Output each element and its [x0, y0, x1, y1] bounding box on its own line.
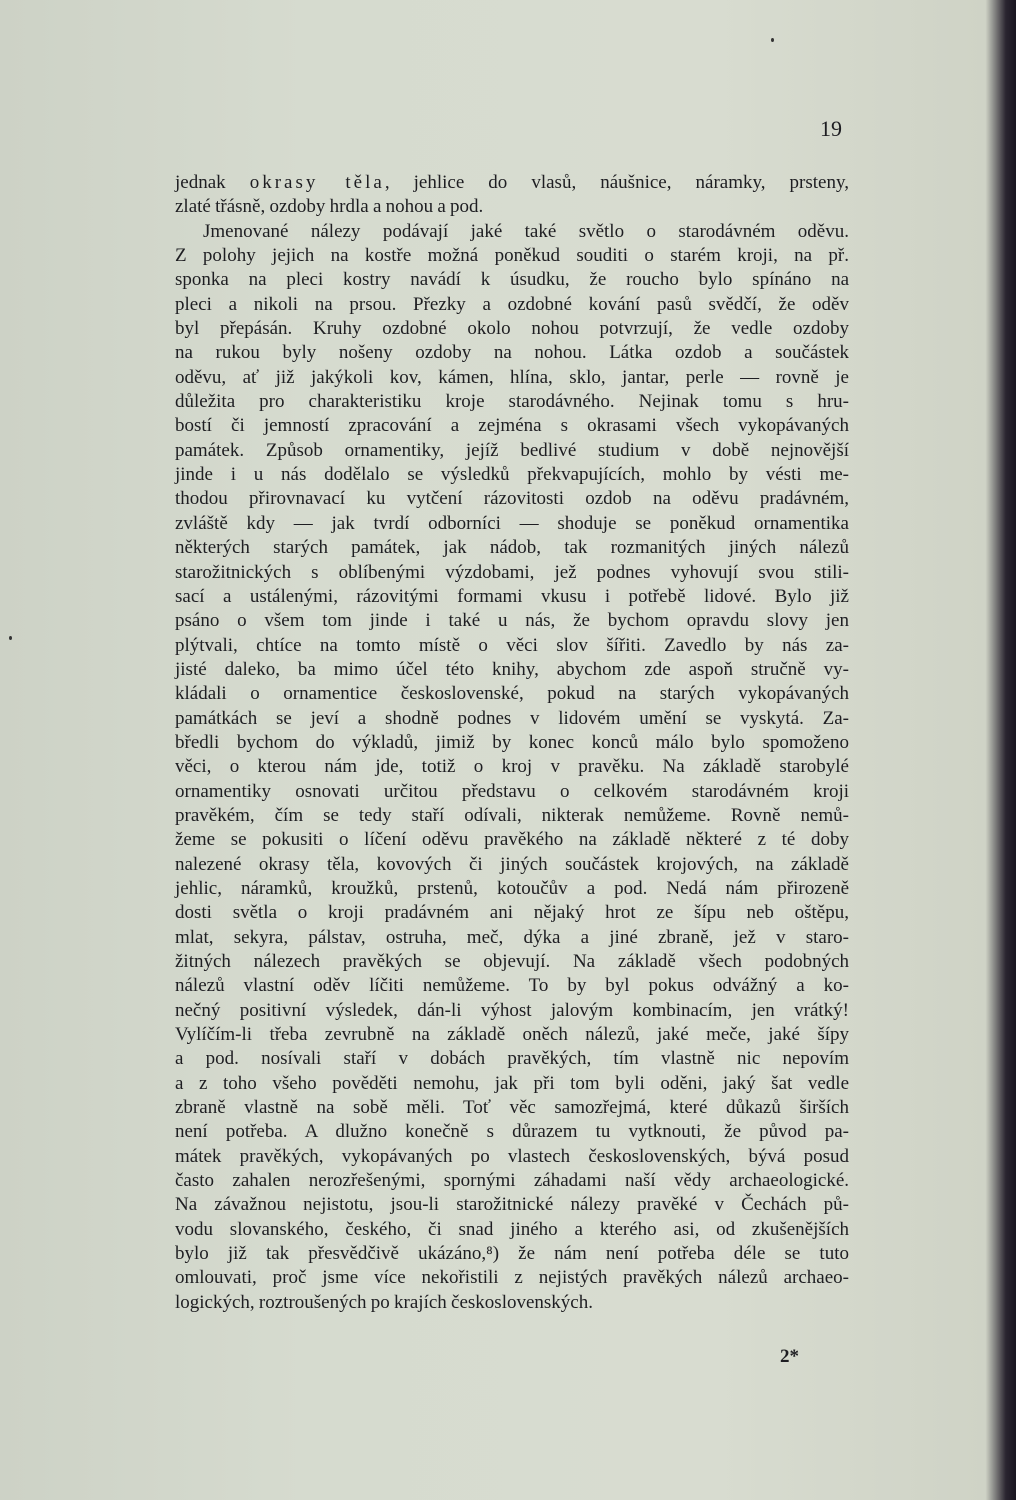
text-line: mátek pravěkých, vykopávaných po vlastech československých, bývá posud	[175, 1145, 849, 1167]
text-line: sponka na pleci kostry navádí k úsudku, že roucho bylo spínáno na	[175, 269, 849, 291]
text-line: thodou přirovnavací ku vytčení rázovitosti ozdob na oděvu pradávném,	[175, 488, 849, 510]
text-line: logických, roztroušených po krajích československých.	[175, 1291, 593, 1313]
text-line: bylo již tak přesvědčivě ukázáno,⁸) že nám není potřeba déle se tuto	[175, 1243, 849, 1265]
text-line: některých starých památek, jak nádob, tak rozmanitých jiných nálezů	[175, 537, 849, 559]
text-line: žeme se pokusiti o líčení oděvu pravěkého na základě některé z té doby	[175, 829, 849, 851]
text-line: často zahalen nerozřešenými, spornými záhadami naší vědy archaeologické.	[175, 1170, 849, 1192]
text-line: jinde i u nás dodělalo se výsledků překvapujících, mohlo by vésti me-	[175, 464, 849, 486]
text-line: starožitnických s oblíbenými výzdobami, jež podnes vyhovují svou stili-	[175, 561, 849, 583]
text-line: byl přepásán. Kruhy ozdobné okolo nohou potvrzují, že vedle ozdoby	[175, 318, 849, 340]
text-line: a z toho všeho pověděti nemohu, jak při tom byli oděni, jaký šat vedle	[175, 1072, 849, 1094]
text-line: památek. Způsob ornamentiky, jejíž bedlivé studium v době nejnovější	[175, 439, 849, 461]
text-line: jisté daleko, ba mimo účel této knihy, abychom zde aspoň stručně vy-	[175, 658, 849, 680]
text-line: věci, o kterou nám jde, totiž o kroj v pravěku. Na základě starobylé	[175, 756, 849, 778]
text-line: důležita pro charakteristiku kroje starodávného. Nejinak tomu s hru-	[175, 391, 849, 413]
text-line: zbraně vlastně na sobě měli. Toť věc samozřejmá, které důkazů širších	[175, 1097, 849, 1119]
scan-speck	[771, 38, 774, 42]
text-line: nalezené okrasy těla, kovových či jiných součástek krojových, na základě	[175, 853, 849, 875]
text-line: psáno o všem tom jinde i také u nás, že bychom opravdu slovy jen	[175, 610, 849, 632]
text-line: sací a ustálenými, rázovitými formami vkusu i potřebě lidové. Bylo již	[175, 585, 849, 607]
text-line: Vylíčím-li třeba zevrubně na základě oněch nálezů, jaké meče, jaké šípy	[175, 1024, 849, 1046]
text-line: pravěkém, čím se tedy staří odívali, nikterak nemůžeme. Rovně nemů-	[175, 804, 849, 826]
printer-signature-mark: 2*	[780, 1346, 799, 1367]
text-line: vodu slovanského, českého, či snad jiného a kterého asi, od zkušenějších	[175, 1218, 849, 1240]
text-line: jehlic, náramků, kroužků, prstenů, kotoučův a pod. Nedá nám přirozeně	[175, 877, 849, 899]
text-line: zlaté třásně, ozdoby hrdla a nohou a pod.	[175, 196, 484, 218]
text-line: žitných nálezech pravěkých se objevují. Na základě všech podobných	[175, 951, 849, 972]
text-line: Jmenované nálezy podávají jaké také světlo o starodávném oděvu.	[203, 220, 849, 242]
text-line: oděvu, ať již jakýkoli kov, kámen, hlína, sklo, jantar, perle — rovně je	[175, 366, 849, 388]
text-line	[175, 171, 849, 195]
scan-speck	[9, 636, 12, 640]
text-line: nálezů vlastní oděv líčiti nemůžeme. To by byl pokus odvážný a ko-	[175, 975, 849, 997]
text-line: plýtvali, chtíce na tomto místě o věci slov šířiti. Zavedlo by nás za-	[175, 634, 849, 656]
text-line: omlouvati, proč jsme více nekořistili z nejistých pravěkých nálezů archaeo-	[175, 1267, 849, 1289]
text-line: kládali o ornamentice československé, pokud na starých vykopávaných	[175, 683, 849, 705]
text-line: pleci a nikoli na prsou. Přezky a ozdobné kování pasů svědčí, že oděv	[175, 293, 849, 315]
text-line: bostí či jemností zpracování a zejména s okrasami všech vykopávaných	[175, 415, 849, 437]
text-line: Na závažnou nejistotu, jsou-li starožitnické nálezy pravěké v Čechách pů-	[175, 1194, 849, 1216]
text-line: není potřeba. A dlužno konečně s důrazem tu vytknouti, že původ pa-	[175, 1121, 849, 1143]
text-line: na rukou byly nošeny ozdoby na nohou. Látka ozdob a součástek	[175, 342, 849, 364]
text-line: dosti světla o kroji pradávném ani nějaký hrot ze šípu neb oštěpu,	[175, 902, 849, 924]
text-line: nečný positivní výsledek, dán-li výhost jalovým kombinacím, jen vrátký!	[175, 999, 849, 1021]
page-number: 19	[820, 116, 842, 141]
body-text	[175, 171, 849, 1315]
text-line: mlat, sekyra, pálstav, ostruha, meč, dýka a jiné zbraně, jež v staro-	[175, 926, 849, 948]
text-line: zvláště kdy — jak tvrdí odborníci — shoduje se poněkud ornamentika	[175, 512, 849, 534]
text-fragment: jednak	[175, 172, 250, 193]
text-line: ornamentiky osnovati určitou představu o celkovém starodávném kroji	[175, 780, 849, 802]
text-line: a pod. nosívali staří v dobách pravěkých, tím vlastně nic nepovím	[175, 1048, 849, 1070]
text-line: Z polohy jejich na kostře možná poněkud souditi o starém kroji, na př.	[175, 245, 849, 267]
text-line: bředli bychom do výkladů, jimiž by konec konců málo bylo spomoženo	[175, 731, 849, 753]
emphasized-text: okrasy těla	[249, 172, 385, 193]
text-fragment: , jehlice do vlasů, náušnice, náramky, prsteny,	[384, 172, 849, 193]
text-line: památkách se jeví a shodně podnes v lidovém umění se vyskytá. Za-	[175, 707, 849, 729]
